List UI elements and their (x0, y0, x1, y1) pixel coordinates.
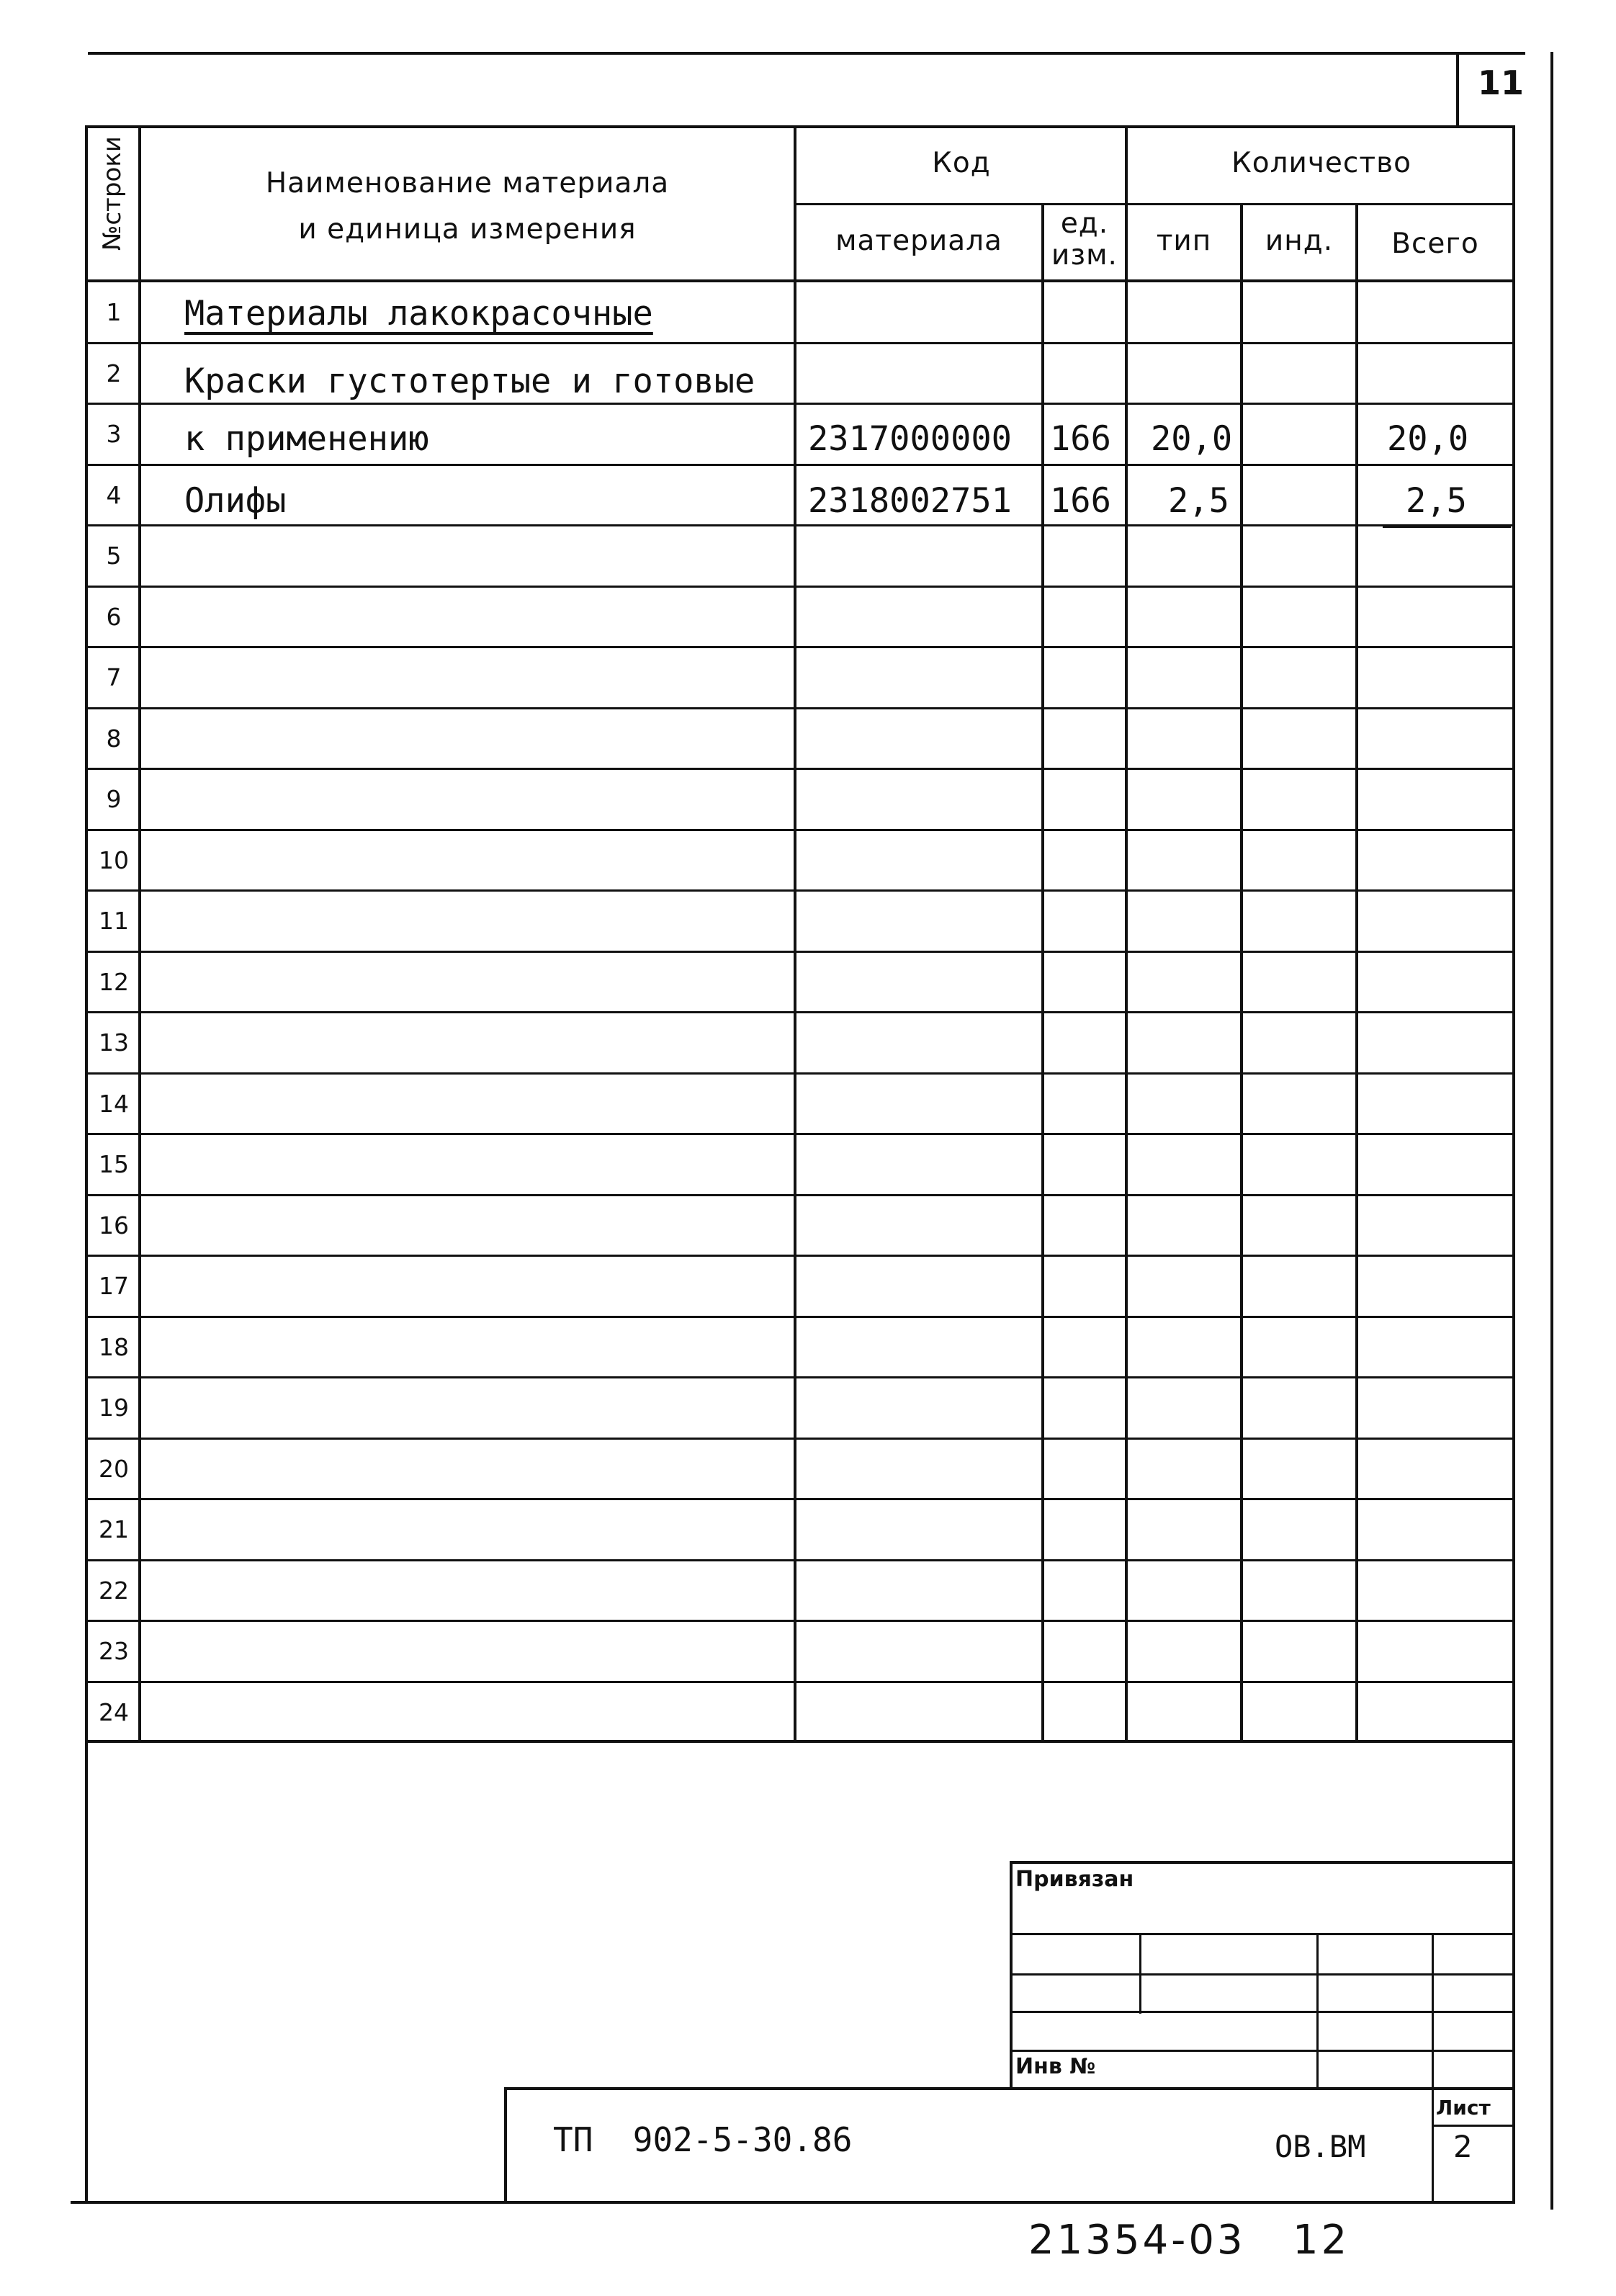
row-line (85, 1255, 1515, 1257)
stamp-col-1 (1139, 1933, 1141, 2014)
archive-number: 21354-03 12 (1028, 2217, 1350, 2264)
row-number: 6 (106, 603, 122, 631)
row-line (85, 707, 1515, 709)
row-line (85, 1194, 1515, 1196)
code-material-header: материала (835, 225, 1002, 257)
row-line (85, 829, 1515, 831)
row-number: 10 (99, 846, 129, 874)
row-number: 14 (99, 1090, 129, 1118)
row-line (85, 342, 1515, 344)
code-header: Код (932, 147, 991, 179)
title-block-top (504, 2087, 1515, 2090)
qty-total-header: Всего (1391, 228, 1479, 260)
row-line (85, 1681, 1515, 1683)
stamp-line-4 (1010, 2050, 1512, 2052)
sheet-label: Лист (1436, 2096, 1491, 2120)
code-unit-header-line2: изм. (1051, 239, 1118, 272)
frame-right (1550, 52, 1553, 2210)
row-line (85, 1316, 1515, 1318)
row-line (85, 1072, 1515, 1075)
col-line-type (1240, 203, 1243, 1741)
row4-name: Олифы (184, 481, 287, 521)
row-number: 7 (106, 663, 122, 691)
header-bottom (85, 279, 1515, 282)
name-header-line1: Наименование материала (265, 167, 670, 199)
row4-unit: 166 (1050, 481, 1111, 521)
row-number: 13 (99, 1028, 129, 1057)
row-number: 21 (99, 1515, 129, 1543)
row-number: 22 (99, 1577, 129, 1605)
row-line (85, 889, 1515, 892)
row-line (85, 1376, 1515, 1378)
row4-code: 2318002751 (808, 481, 1012, 521)
code-unit-header-line1: ед. (1060, 207, 1109, 240)
row-number: 1 (106, 298, 122, 326)
table-right-border (1512, 125, 1515, 2202)
top-rule (88, 52, 1525, 55)
row-line (85, 951, 1515, 953)
header-divider (794, 203, 1515, 205)
row-number: 5 (106, 542, 122, 570)
stamp-col-3 (1432, 1933, 1434, 2202)
row-number: 24 (99, 1698, 129, 1726)
inv-label: Инв № (1015, 2054, 1096, 2079)
doc-mark: ОВ.ВМ (1275, 2129, 1366, 2164)
row3-total-underline (1383, 464, 1511, 466)
row4-total-underline (1383, 526, 1511, 528)
row-number: 8 (106, 725, 122, 753)
row-line (85, 586, 1515, 588)
sheet-box-divider (1432, 2125, 1515, 2127)
row2-name: Краски густотертые и готовые (184, 362, 755, 401)
row-number: 18 (99, 1333, 129, 1361)
name-header-line2: и единица измерения (298, 213, 637, 246)
stamp-top (1010, 1861, 1512, 1864)
row-number: 2 (106, 359, 122, 387)
row-number: 11 (99, 907, 129, 935)
page-number-box-left (1456, 52, 1459, 127)
page-number: 11 (1478, 63, 1525, 102)
row-line (85, 524, 1515, 526)
row-number: 17 (99, 1272, 129, 1300)
row-number: 12 (99, 968, 129, 996)
row-number: 3 (106, 420, 122, 448)
row-line (85, 646, 1515, 648)
row3-code: 2317000000 (808, 419, 1012, 459)
qty-type-header: тип (1156, 225, 1212, 257)
table-body-bottom (85, 1740, 1515, 1743)
row4-total: 2,5 (1406, 481, 1467, 521)
table-top-border (85, 125, 1515, 128)
row-number: 15 (99, 1150, 129, 1178)
sheet-number: 2 (1453, 2129, 1473, 2164)
row-line (85, 1011, 1515, 1013)
row1-name: Материалы лакокрасочные (184, 294, 653, 333)
quantity-header: Количество (1231, 147, 1411, 179)
row-number: 16 (99, 1211, 129, 1239)
row3-type: 20,0 (1151, 419, 1233, 459)
row-number: 4 (106, 481, 122, 509)
row-line (85, 403, 1515, 405)
row-number: 23 (99, 1637, 129, 1665)
stamp-col-2 (1316, 1933, 1319, 2089)
row-line (85, 1133, 1515, 1135)
doc-code: ТП 902-5-30.86 (553, 2120, 853, 2159)
row-line (85, 1438, 1515, 1440)
stamp-line-1 (1010, 1933, 1512, 1935)
row3-name: к применению (184, 419, 429, 459)
row-number: 19 (99, 1394, 129, 1422)
row-line (85, 1620, 1515, 1622)
col-line-code (1041, 203, 1044, 1741)
row3-unit: 166 (1050, 419, 1111, 459)
title-block-left (504, 2087, 507, 2204)
row-number: 20 (99, 1455, 129, 1483)
row-number-header: №строки (98, 136, 127, 251)
col-line-ind (1355, 203, 1358, 1741)
row-line (85, 1498, 1515, 1500)
row4-type: 2,5 (1168, 481, 1229, 521)
row-line (85, 768, 1515, 770)
row3-total: 20,0 (1387, 419, 1469, 459)
frame-bottom (71, 2201, 1515, 2204)
row-line (85, 464, 1515, 466)
qty-ind-header: инд. (1265, 225, 1334, 257)
row-number: 9 (106, 785, 122, 813)
bound-label: Привязан (1015, 1867, 1134, 1892)
row-line (85, 1559, 1515, 1561)
stamp-line-3 (1010, 2011, 1512, 2013)
stamp-line-2 (1010, 1973, 1512, 1976)
